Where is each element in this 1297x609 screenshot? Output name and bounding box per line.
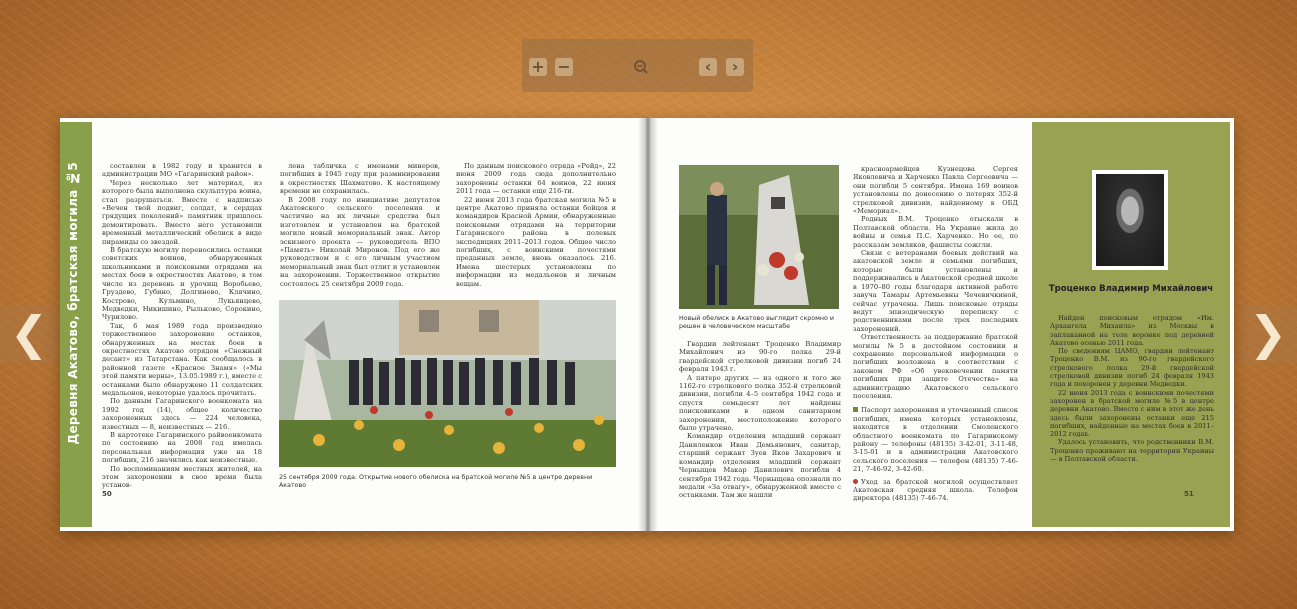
note-passport-text: Паспорт захоронения и уточненный список погибших, имена которых установлены, находятся в отделении Смоленского областного военкомата по Гагаринскому району — телефоны (48135) 3-42-01, 3-11-48, 3-15-01 и в администрации Акатовского сельского поселения — телефон (48135) 7-46-21, 7-46-92, 3-42-60.: [853, 406, 1018, 474]
paragraph: 22 июня 2013 года с воинскими почестями захоронен в братской могиле №5 в центре деревни Акатово. Вместе с ним в этот же день здесь были захоронены останки еще 215 погибших, найденные на местах боев в 2011–2012 годах.: [1050, 388, 1214, 439]
paragraph: составлен в 1982 году и хранится в администрации МО «Гагаринский район».: [102, 162, 262, 179]
next-page-button[interactable]: ›: [726, 58, 744, 76]
sidebar-name: Троценко Владимир Михайлович: [1048, 284, 1214, 294]
paragraph: По данным поискового отряда «Рейд», 22 июня 2009 года сюда дополнительно захоронены останки 64 воинов, 22 июня 2011 года — останки еще 216-ти.: [456, 162, 616, 196]
paragraph: Так, 6 мая 1989 года произведено торжественное захоронение останков, обнаруженных на местах боев в окрестностях Акатово отрядом «Снежный десант» из Татарстана. Как сообщалось в районной газете «Красное Знамя» («Мы этой памяти верны», 13.05.1989 г.), вместе с останками было обнаружено 11 солдатских медальонов, некоторые удалось прочитать.: [102, 321, 262, 397]
right-sidebar: [1032, 122, 1230, 527]
paragraph: 22 июня 2013 года братская могила №5 в центре Акатово приняла останки бойцов и командиров Красной Армии, обнаруженные поисковыми отрядами на территории Гагаринского района в полевых экспедициях 2011–2013 годов. Общее число погибших, с воинскими почестями преданных земле, вновь оказалось 216. Имена шестерых установлены по информации из медальонов и личным вещам.: [456, 195, 616, 288]
left-column-3: [456, 162, 616, 287]
paragraph: Найден поисковым отрядом «Им. Архангела Михаила» из Москвы в заплаканной на толе воронке под деревней Акатово осенью 2011 года.: [1050, 314, 1214, 347]
paragraph: Командир отделения младший сержант Даниленков Иван Демьянович, санитар, старший сержант Зуев Яков Захарович и командир отделения младший сержант Черныщев Макар Данилович погибли 4 сентября 1942 года. Черныщева опознали по медали «За отвагу», обнаруженной вместе с останками. Там же нашли: [679, 432, 841, 500]
left-photo-caption: 25 сентября 2009 года. Открытие нового обелиска на братской могиле №5 в центре деревни Акатово: [279, 474, 593, 489]
obelisk-photo: [679, 165, 839, 309]
zoom-out-button[interactable]: −: [555, 58, 573, 76]
paragraph: лена табличка с именами минеров, погибших в 1945 году при разминировании в окрестностях Шахматово. К настоящему времени не сохранилась.: [280, 162, 440, 196]
left-column-2: [280, 162, 440, 287]
left-side-band: [60, 122, 92, 527]
side-prev-button[interactable]: ❮: [0, 305, 58, 363]
paragraph: Связи с ветеранами боевых действий на акатовской земле и семьями погибших, которые были установлены и поддерживались в Акатовской средней школе в 1970–80 годы благодаря активной работе завуча Тамары Артемьевны Чечевичкиной, сейчас утрачены. Лишь поисковые отряды ведут эпизодическую переписку с родственниками после трех последних захоронений.: [853, 249, 1018, 333]
side-next-button[interactable]: ❯: [1239, 305, 1297, 363]
paragraph: Гвардии лейтенант Троценко Владимир Михайлович из 90-го полка 29-й гвардейской стрелковой дивизии погиб 24 февраля 1943 г.: [679, 340, 841, 374]
paragraph: По сведениям ЦАМО, гвардии лейтенант Троценко В.М. из 90-го гвардейского стрелкового полка 29-й гвардейской стрелковой дивизии погиб 24 февраля 1943 года и похоронен у деревни Медведки.: [1050, 347, 1214, 389]
prev-page-button[interactable]: ‹: [699, 58, 717, 76]
paragraph: По данным Гагаринского военкомата на 1992 год (14), общее количество захороненных здесь — 224 человека, известных — 8, неизвестных — 216.: [102, 397, 262, 431]
square-bullet-icon: [853, 407, 858, 412]
right-page-number: 51: [1184, 490, 1194, 498]
paragraph: красноармейцев Кузнецова Сергея Яковлевича и Харченко Павла Сергеевича — они погибли 5 сентября. Имена 169 воинов установлены по донесению о потерях 352-й стрелковой дивизии, найденному в ОБД «Мемориал».: [853, 165, 1018, 216]
right-column-2: [853, 165, 1018, 503]
viewer-toolbar: [522, 39, 753, 92]
paragraph: Родных В.М. Троценко отыскали в Полтавской области. На Украине жила до войны и семья П.С. Харченко. Но ее, по рассказам земляков, фашисты сожгли.: [853, 215, 1018, 249]
side-title: Деревня Акатово, братская могила №5: [66, 162, 80, 445]
note-care: [853, 478, 1018, 503]
book-spine: [638, 118, 658, 531]
left-page-number: 50: [102, 490, 112, 498]
right-column-1: [679, 340, 841, 500]
left-column-1: [102, 162, 262, 492]
paragraph: В картотеке Гагаринского райвоенкомата по состоянию на 2008 год имелась персональная информация уже на 18 погибших, 216 значились как неизвестные.: [102, 431, 262, 465]
paragraph: А пятеро других — из одного и того же 1162-го стрелкового полка 352-й стрелковой дивизии, погибли 4–5 сентября 1942 года и спустя семьдесят лет найдены поисковиками в одном санитарном захоронении, местоположение которого было утрачено.: [679, 373, 841, 433]
ceremony-photo: [279, 300, 616, 467]
round-bullet-icon: [853, 479, 858, 484]
magnify-minus-icon[interactable]: [632, 58, 650, 76]
sidebar-text: [1050, 314, 1214, 463]
portrait-photo: [1092, 170, 1168, 270]
note-care-text: Уход за братской могилой осуществляет Акатовская средняя школа. Телефон директора (48135) 7-46-74.: [853, 477, 1018, 503]
paragraph: Через несколько лет материал, из которого была выполнена скульптура воина, стал разрушаться. Вместе с надписью «Вечен твой подвиг, солдат, в сердцах грядущих поколений» памятник пришлось демонтировать. Вместо него установили временный металлический обелиск в виде пирамиды со звездой.: [102, 178, 262, 246]
paragraph: Ответственность за поддержание братской могилы №5 в достойном состоянии и сохранение персональной информации о погибших возложена в соответствии с законом РФ «Об увековечении памяти погибших при защите Отечества» на администрацию Акатовского сельского поселения.: [853, 333, 1018, 400]
paragraph: В братскую могилу переносились останки советских воинов, обнаруженных школьниками и поисковыми отрядами на местах боев в окрестностях Акатово, в том числе из деревень и урочищ Воробьево, Груздево, Губино, Долгинево, Клячино, Кострово, Кульмино, Лукьянцево, Медведки, Никишино, Рыльково, Сорокино, Чурилово.: [102, 246, 262, 322]
book-spread: [60, 118, 1234, 531]
paragraph: В 2008 году по инициативе депутатов Акатовского сельского поселения и частично на их личные средства был изготовлен и установлен на братской могиле новый мемориальный знак. Автор эскизного проекта — руководитель ВПО «Память» Николай Миронов. Под его же руководством и с его личным участием мемориальный знак был отлит и установлен на захоронении. Торжественное открытие состоялось 25 сентября 2009 года.: [280, 195, 440, 288]
chevron-down-icon[interactable]: ⌄: [757, 39, 769, 55]
note-passport: [853, 406, 1018, 473]
zoom-in-button[interactable]: +: [529, 58, 547, 76]
right-photo-caption: Новый обелиск в Акатово выглядит скромно и решен в человеческом масштабе: [679, 315, 834, 330]
paragraph: По воспоминаниям местных жителей, на этом захоронении в свое время была установ-: [102, 464, 262, 490]
paragraph: Удалось установить, что родственники В.М. Троценко проживают на территории Украины — в Полтавской области.: [1050, 438, 1214, 464]
